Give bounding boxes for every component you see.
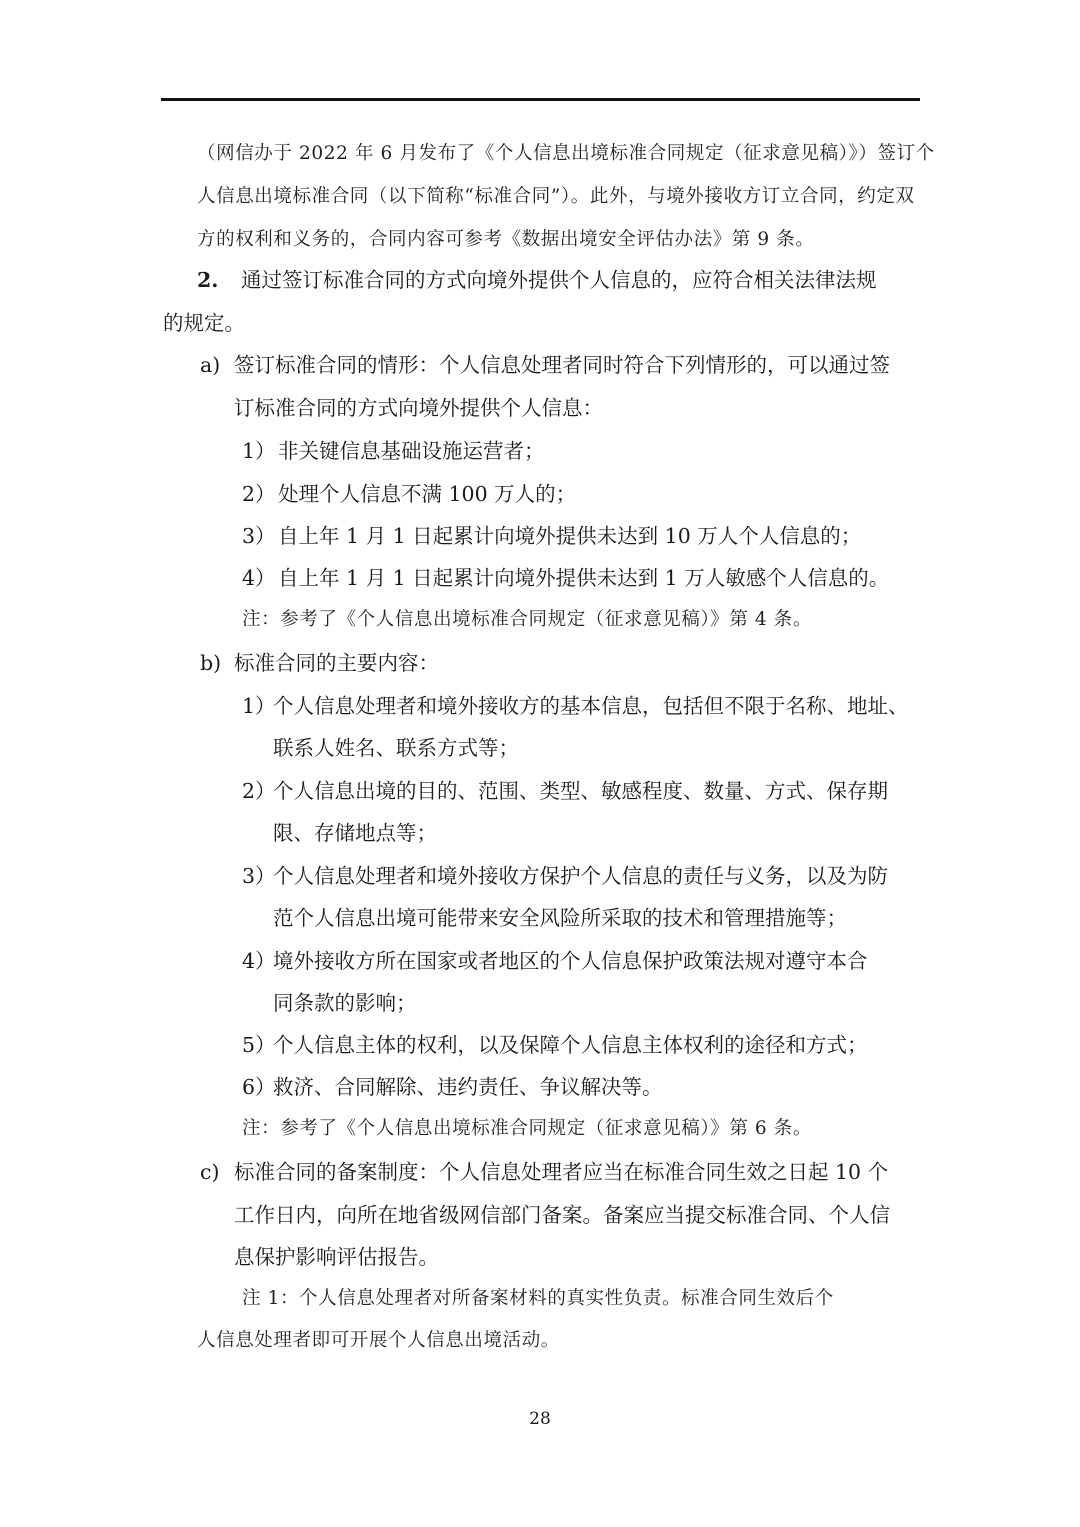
content-item bbox=[242, 696, 909, 717]
content-marker: 3） bbox=[242, 864, 276, 888]
content-marker: 6） bbox=[242, 1075, 276, 1099]
reference-note: 注：参考了《个人信息出境标准合同规定（征求意见稿）》第 6 条。 bbox=[242, 1118, 812, 1139]
final-note-line: 人信息处理者即可开展个人信息出境活动。 bbox=[197, 1330, 560, 1351]
intro-note-line: （网信办于 2022 年 6 月发布了《个人信息出境标准合同规定（征求意见稿）》）签订个 bbox=[197, 143, 935, 164]
condition-marker: 4） bbox=[242, 566, 276, 590]
condition-item bbox=[242, 484, 576, 505]
content-text: 同条款的影响； bbox=[273, 991, 417, 1015]
content-text: 个人信息处理者和境外接收方保护个人信息的责任与义务，以及为防 bbox=[273, 864, 888, 888]
condition-item bbox=[242, 441, 545, 462]
section-number: 2. bbox=[197, 268, 219, 292]
condition-item bbox=[242, 526, 861, 547]
condition-text: 自上年 1 月 1 日起累计向境外提供未达到 1 万人敏感个人信息的。 bbox=[278, 566, 890, 590]
item-text: 工作日内，向所在地省级网信部门备案。备案应当提交标准合同、个人信 bbox=[234, 1203, 890, 1227]
reference-note: 注：参考了《个人信息出境标准合同规定（征求意见稿）》第 4 条。 bbox=[242, 609, 812, 630]
content-text: 个人信息主体的权利，以及保障个人信息主体权利的途径和方式； bbox=[273, 1033, 868, 1057]
content-marker: 1） bbox=[242, 694, 276, 718]
item-text: 标准合同的主要内容： bbox=[234, 651, 439, 675]
condition-text: 处理个人信息不满 100 万人的； bbox=[278, 482, 577, 506]
condition-item bbox=[242, 568, 889, 589]
content-text: 境外接收方所在国家或者地区的个人信息保护政策法规对遵守本合 bbox=[273, 949, 868, 973]
content-text: 限、存储地点等； bbox=[273, 821, 437, 845]
item-text: 订标准合同的方式向境外提供个人信息： bbox=[234, 396, 603, 420]
content-item bbox=[242, 1077, 663, 1098]
content-item bbox=[242, 866, 888, 887]
section-text: 通过签订标准合同的方式向境外提供个人信息的，应符合相关法律法规 bbox=[241, 268, 877, 292]
item-marker: c) bbox=[200, 1160, 220, 1184]
intro-note-line: 方的权利和义务的，合同内容可参考《数据出境安全评估办法》第 9 条。 bbox=[197, 229, 815, 250]
content-text: 个人信息出境的目的、范围、类型、敏感程度、数量、方式、保存期 bbox=[273, 779, 888, 803]
condition-marker: 2） bbox=[242, 482, 276, 506]
item-marker: b) bbox=[200, 651, 222, 675]
content-text: 个人信息处理者和境外接收方的基本信息，包括但不限于名称、地址、 bbox=[273, 694, 909, 718]
content-marker: 5） bbox=[242, 1033, 276, 1057]
condition-text: 非关键信息基础设施运营者； bbox=[278, 439, 545, 463]
item-text: 标准合同的备案制度：个人信息处理者应当在标准合同生效之日起 10 个 bbox=[234, 1160, 889, 1184]
page-number: 28 bbox=[529, 1409, 551, 1429]
final-note-line: 注 1：个人信息处理者对所备案材料的真实性负责。标准合同生效后个 bbox=[242, 1288, 834, 1309]
condition-marker: 1） bbox=[242, 439, 276, 463]
content-marker: 4） bbox=[242, 949, 276, 973]
content-marker: 2） bbox=[242, 779, 276, 803]
content-item bbox=[242, 1035, 868, 1056]
item-text: 签订标准合同的情形：个人信息处理者同时符合下列情形的，可以通过签 bbox=[234, 353, 890, 377]
item-marker: a) bbox=[200, 353, 221, 377]
content-text: 范个人信息出境可能带来安全风险所采取的技术和管理措施等； bbox=[273, 906, 847, 930]
content-item bbox=[242, 781, 888, 802]
condition-text: 自上年 1 月 1 日起累计向境外提供未达到 10 万人个人信息的； bbox=[278, 524, 862, 548]
section-text: 的规定。 bbox=[163, 311, 245, 335]
item-a bbox=[200, 355, 890, 376]
content-text: 救济、合同解除、违约责任、争议解决等。 bbox=[273, 1075, 663, 1099]
item-b bbox=[200, 653, 439, 674]
header-rule bbox=[161, 98, 920, 101]
condition-marker: 3） bbox=[242, 524, 276, 548]
intro-note-line: 人信息出境标准合同（以下简称“标准合同”）。此外，与境外接收方订立合同，约定双 bbox=[197, 186, 915, 207]
item-text: 息保护影响评估报告。 bbox=[234, 1245, 439, 1269]
item-c bbox=[200, 1162, 888, 1183]
section-2-heading bbox=[197, 270, 877, 291]
content-item bbox=[242, 951, 868, 972]
content-text: 联系人姓名、联系方式等； bbox=[273, 736, 519, 760]
